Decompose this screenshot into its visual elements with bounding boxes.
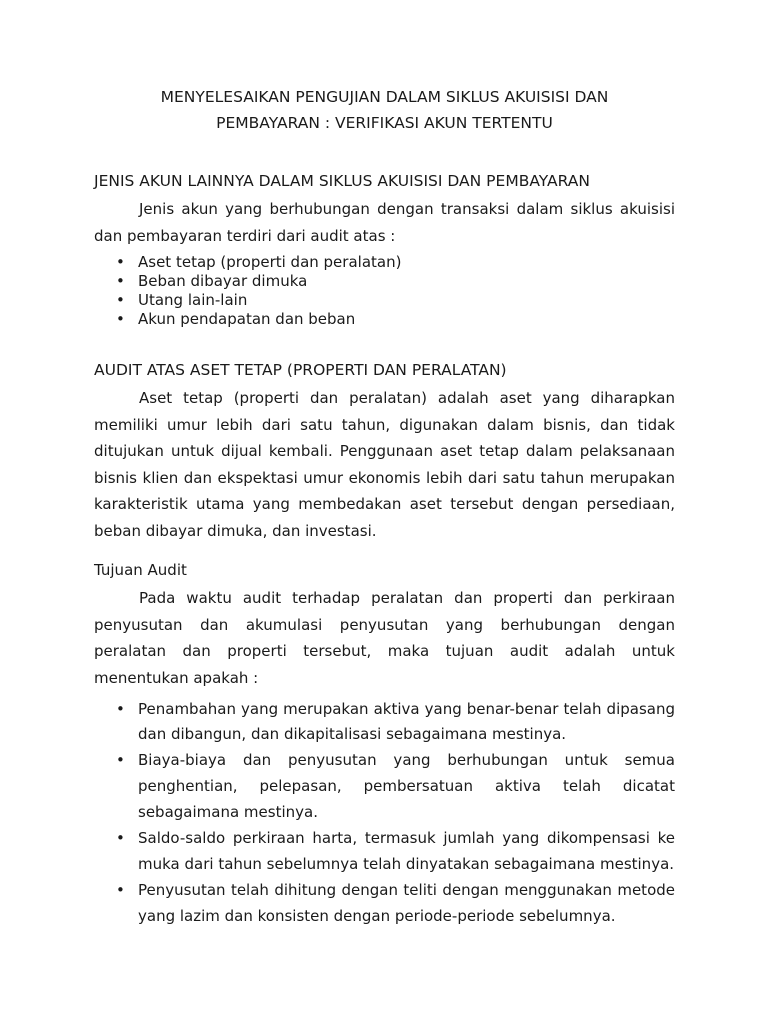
list-item: • Beban dibayar dimuka	[94, 272, 675, 291]
list-item: • Penyusutan telah dihitung dengan teliti dengan menggunakan metode yang lazim dan konsisten dengan periode-periode sebelumnya.	[94, 877, 675, 929]
list-item: • Akun pendapatan dan beban	[94, 310, 675, 329]
title-line-2: PEMBAYARAN : VERIFIKASI AKUN TERTENTU	[216, 114, 553, 132]
list-item: • Aset tetap (properti dan peralatan)	[94, 253, 675, 272]
section-heading-jenis-akun: JENIS AKUN LAINNYA DALAM SIKLUS AKUISISI DAN PEMBAYARAN	[94, 172, 590, 190]
document-title	[94, 84, 675, 136]
list-item: • Utang lain-lain	[94, 291, 675, 310]
list-item: • Penambahan yang merupakan aktiva yang benar-benar telah dipasang dan dibangun, dan dikapitalisasi sebagaimana mestinya.	[94, 697, 675, 747]
section-paragraph-aset-tetap: Aset tetap (properti dan peralatan) adalah aset yang diharapkan memiliki umur lebih dari satu tahun, digunakan dalam bisnis, dan tidak ditujukan untuk dijual kembali. Penggunaan aset tetap dalam pelaksanaan bisnis klien dan ekspektasi umur ekonomis lebih dari satu tahun merupakan karakteristik utama yang membedakan aset tersebut dengan persediaan, beban dibayar dimuka, dan investasi.	[94, 389, 675, 540]
section-paragraph-jenis-akun: Jenis akun yang berhubungan dengan transaksi dalam siklus akuisisi dan pembayaran terdiri dari audit atas :	[94, 200, 675, 245]
section-paragraph-tujuan-audit: Pada waktu audit terhadap peralatan dan properti dan perkiraan penyusutan dan akumulasi penyusutan yang berhubungan dengan peralatan dan properti tersebut, maka tujuan audit adalah untuk menentukan apakah :	[94, 589, 675, 687]
title-line-1: MENYELESAIKAN PENGUJIAN DALAM SIKLUS AKUISISI DAN	[160, 88, 609, 106]
account-type-list	[94, 253, 675, 329]
list-item: • Saldo-saldo perkiraan harta, termasuk jumlah yang dikompensasi ke muka dari tahun sebelumnya telah dinyatakan sebagaimana mestinya.	[94, 825, 675, 877]
section-heading-aset-tetap: AUDIT ATAS ASET TETAP (PROPERTI DAN PERALATAN)	[94, 361, 507, 379]
audit-objectives-list	[94, 697, 675, 929]
document-body	[94, 84, 675, 929]
subheading-tujuan-audit: Tujuan Audit	[94, 561, 187, 579]
list-item: • Biaya-biaya dan penyusutan yang berhubungan untuk semua penghentian, pelepasan, pembersatuan aktiva telah dicatat sebagaimana mestinya.	[94, 747, 675, 825]
